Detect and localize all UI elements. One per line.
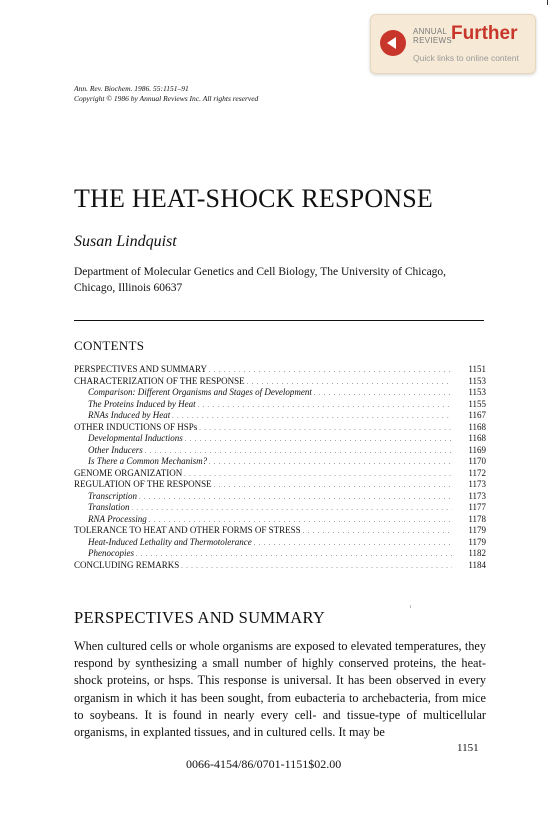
toc-entry-label: Is There a Common Mechanism?	[88, 456, 208, 466]
toc-entry-page: 1153	[468, 387, 486, 397]
divider-rule	[74, 320, 484, 321]
toc-entry-label: Developmental Inductions	[88, 433, 183, 443]
toc-entry[interactable]	[74, 433, 486, 445]
author-name: Susan Lindquist	[74, 233, 177, 250]
toc-entry-label: Translation	[88, 502, 130, 512]
toc-entry[interactable]	[74, 410, 486, 422]
table-of-contents	[74, 364, 486, 571]
toc-entry-page: 1177	[468, 502, 486, 512]
toc-entry-label: Phenocopies	[88, 548, 134, 558]
toc-entry-page: 1170	[468, 456, 486, 466]
toc-entry-label: Comparison: Different Organisms and Stages of Development	[88, 387, 312, 397]
further-banner[interactable]	[370, 14, 536, 74]
toc-entry-page: 1151	[468, 364, 486, 374]
toc-entry[interactable]	[74, 445, 486, 457]
toc-entry[interactable]	[74, 387, 486, 399]
toc-entry[interactable]	[74, 376, 486, 388]
toc-entry[interactable]	[74, 364, 486, 376]
toc-entry-label: GENOME ORGANIZATION	[74, 467, 183, 478]
page-number: 1151	[457, 742, 479, 754]
toc-entry-label: Transcription	[88, 490, 138, 501]
body-paragraph: When cultured cells or whole organisms are exposed to elevated temperatures, they respond by synthesizing a small number of highly conserved proteins, the heat-shock proteins, or hsps. This response is universal. It has been observed in every organism in which it has been sought, from eubacteria to archebacteria, from mice to soybeans. It is found in nearly every cell- and tissue-type of multicellular organisms, in explanted tissues, and in cultured cells. It may be	[74, 639, 486, 740]
toc-entry-page: 1153	[468, 375, 486, 386]
toc-entry[interactable]	[74, 537, 486, 549]
toc-entry-page: 1173	[468, 490, 486, 501]
toc-entry[interactable]	[74, 456, 486, 468]
toc-entry-page: 1168	[468, 433, 486, 443]
footer-code: 0066-4154/86/0701-1151$02.00	[186, 757, 342, 771]
author-affiliation: Department of Molecular Genetics and Cell Biology, The University of Chicago, Chicago, Illinois 60637	[74, 266, 447, 294]
toc-entry-page: 1167	[468, 410, 486, 420]
toc-entry-label: RNA Processing	[88, 513, 147, 524]
section-heading: PERSPECTIVES AND SUMMARY	[74, 608, 326, 627]
arrow-left-circle-icon[interactable]	[380, 30, 406, 56]
toc-entry-page: 1155	[468, 398, 486, 409]
toc-entry[interactable]	[74, 468, 486, 480]
toc-entry-label: TOLERANCE TO HEAT AND OTHER FORMS OF STRESS	[74, 525, 301, 535]
toc-entry-label: OTHER INDUCTIONS OF HSPs	[74, 421, 198, 432]
toc-entry[interactable]	[74, 560, 486, 572]
citation-journal: Ann. Rev. Biochem. 1986. 55:1151–91	[74, 84, 189, 93]
toc-leader-dots	[181, 560, 452, 574]
contents-heading: CONTENTS	[74, 338, 145, 353]
toc-entry[interactable]	[74, 525, 486, 537]
toc-entry-page: 1182	[468, 548, 486, 558]
toc-entry[interactable]	[74, 399, 486, 411]
toc-entry-page: 1179	[468, 525, 486, 535]
toc-entry-page: 1172	[468, 467, 486, 478]
toc-entry[interactable]	[74, 491, 486, 503]
toc-entry[interactable]	[74, 514, 486, 526]
article-title: THE HEAT-SHOCK RESPONSE	[74, 184, 434, 213]
toc-entry[interactable]	[74, 502, 486, 514]
toc-entry-page: 1179	[468, 536, 486, 547]
toc-entry-page: 1169	[468, 444, 486, 455]
citation-copyright: Copyright © 1986 by Annual Reviews Inc. All rights reserved	[74, 94, 259, 103]
brand-line-reviews: REVIEWS	[413, 36, 452, 45]
corner-tick-mark	[547, 0, 548, 5]
further-tagline[interactable]: Quick links to online content	[413, 53, 519, 63]
toc-entry-page: 1173	[468, 479, 486, 489]
toc-entry-label: RNAs Induced by Heat	[88, 410, 171, 420]
toc-entry-page: 1184	[468, 559, 486, 570]
toc-entry[interactable]	[74, 422, 486, 434]
toc-entry-label: Other Inducers	[88, 444, 143, 455]
toc-entry[interactable]	[74, 548, 486, 560]
toc-entry[interactable]	[74, 479, 486, 491]
further-wordmark: Further	[451, 23, 518, 44]
brand-line-annual: ANNUAL	[413, 27, 448, 36]
toc-entry-label: CONCLUDING REMARKS	[74, 559, 180, 570]
citation-block	[74, 84, 258, 104]
toc-entry-label: The Proteins Induced by Heat	[88, 398, 196, 409]
toc-entry-label: CHARACTERIZATION OF THE RESPONSE	[74, 375, 245, 386]
toc-entry-label: REGULATION OF THE RESPONSE	[74, 479, 212, 489]
toc-entry-label: PERSPECTIVES AND SUMMARY	[74, 364, 208, 374]
scan-mark	[410, 605, 411, 608]
toc-entry-page: 1168	[468, 421, 486, 432]
toc-entry-label: Heat-Induced Lethality and Thermotolerance	[88, 536, 252, 547]
toc-entry-page: 1178	[468, 513, 486, 524]
